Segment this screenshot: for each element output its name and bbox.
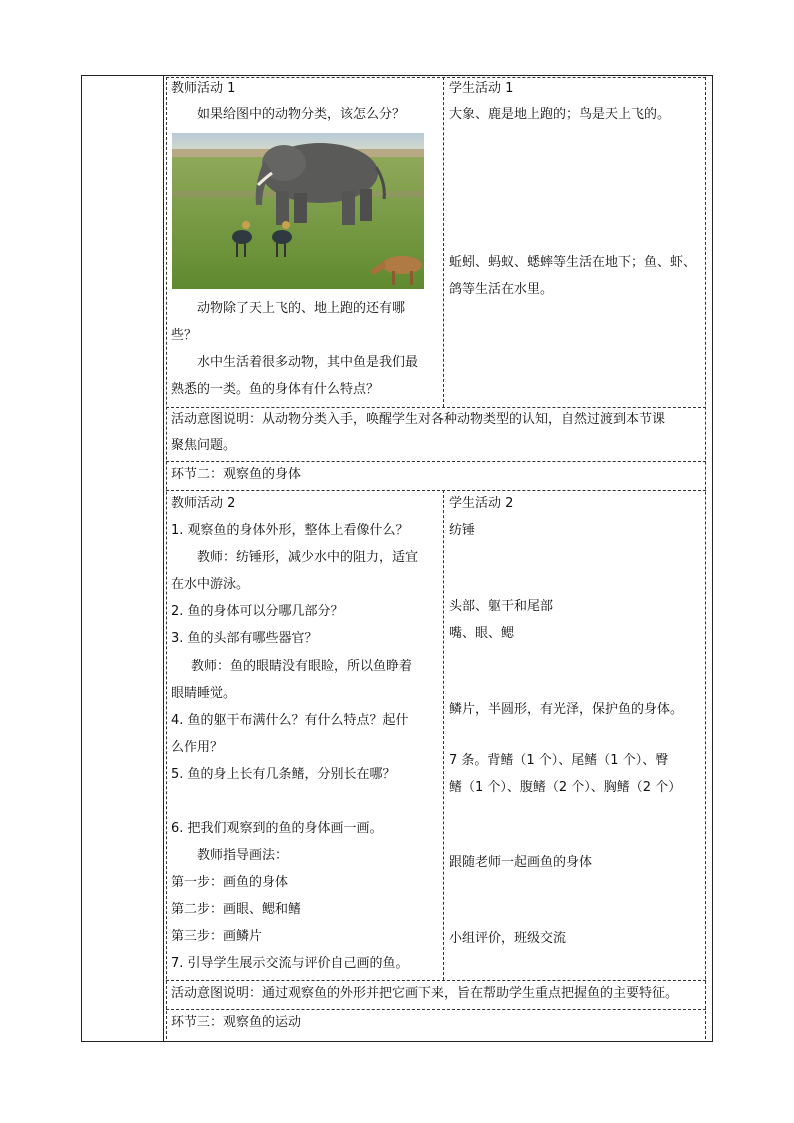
table-border-right: [712, 75, 713, 1041]
teacher-activity-2-line: 3. 鱼的头部有哪些器官？: [171, 631, 318, 646]
student-activity-2-line: 鳍（1 个）、腹鳍（2 个）、胸鳍（2 个）: [449, 780, 682, 795]
teacher-activity-1-heading: 教师活动 1: [171, 81, 236, 96]
inner-frame-top: [166, 77, 706, 78]
section-2-title: 环节二：观察鱼的身体: [171, 467, 302, 482]
teacher-activity-2-line: 1. 观察鱼的身体外形，整体上看像什么？: [171, 523, 409, 538]
teacher-activity-2-line: 第三步：画鳞片: [171, 929, 263, 944]
teacher-activity-2-line: 在水中游泳。: [171, 577, 250, 592]
table-border-left: [81, 75, 82, 1041]
teacher-activity-2-line: 教师：纺锤形，减少水中的阻力，适宜: [197, 550, 419, 565]
teacher-activity-1-line: 水中生活着很多动物，其中鱼是我们最: [197, 355, 419, 370]
student-activity-2-line: 鳞片，半圆形，有光泽，保护鱼的身体。: [449, 702, 684, 717]
teacher-activity-2-heading: 教师活动 2: [171, 496, 236, 511]
teacher-activity-2-line: 4. 鱼的躯干布满什么？有什么特点？起什: [171, 713, 409, 728]
student-activity-2-line: 小组评价，班级交流: [449, 931, 567, 946]
teacher-activity-2-line: 第二步：画眼、鳃和鳍: [171, 902, 302, 917]
teacher-activity-1-line: 动物除了天上飞的、地上跑的还有哪: [197, 301, 406, 316]
divider-block2: [166, 490, 706, 491]
teacher-activity-2-line: 6. 把我们观察到的鱼的身体画一画。: [171, 821, 383, 836]
student-activity-1-line: 蚯蚓、蚂蚁、蟋蟀等生活在地下；鱼、虾、: [449, 255, 697, 270]
inner-frame-left: [166, 77, 167, 1039]
teacher-activity-2-line: 眼睛睡觉。: [171, 686, 237, 701]
teacher-activity-2-line: 第一步：画鱼的身体: [171, 875, 289, 890]
teacher-activity-2-line: 5. 鱼的身上长有几条鳍，分别长在哪？: [171, 767, 396, 782]
teacher-activity-2-line: 教师指导画法：: [197, 848, 289, 863]
teacher-activity-2-line: 教师：鱼的眼睛没有眼睑，所以鱼睁着: [191, 659, 413, 674]
teacher-activity-2-line: 2. 鱼的身体可以分哪几部分？: [171, 604, 344, 619]
inner-frame-right: [705, 77, 706, 1039]
elephant-birds-gazelle-illustration: [172, 133, 424, 289]
block2-column-divider: [443, 490, 444, 980]
activity-intent-1-line: 聚焦问题。: [171, 438, 237, 453]
table-border-bottom: [81, 1041, 713, 1042]
student-activity-2-line: 纺锤: [449, 523, 476, 538]
teacher-activity-1-line: 熟悉的一类。鱼的身体有什么特点？: [171, 382, 380, 397]
teacher-activity-1-line: 些？: [171, 328, 198, 343]
student-activity-2-line: 头部、躯干和尾部: [449, 599, 554, 614]
student-activity-1-line: 鸽等生活在水里。: [449, 282, 554, 297]
animals-photo: [172, 133, 424, 289]
activity-intent-1-line: 活动意图说明：从动物分类入手，唤醒学生对各种动物类型的认知，自然过渡到本节课: [171, 412, 666, 427]
activity-intent-2: 活动意图说明：通过观察鱼的外形并把它画下来，旨在帮助学生重点把握鱼的主要特征。: [171, 986, 679, 1001]
teacher-activity-1-question: 如果给图中的动物分类，该怎么分？: [197, 107, 406, 122]
student-activity-2-heading: 学生活动 2: [449, 496, 514, 511]
student-activity-2-line: 嘴、眼、鳃: [449, 626, 515, 641]
block1-column-divider: [443, 77, 444, 407]
student-activity-2-line: 7 条。背鳍（1 个）、尾鳍（1 个）、臀: [449, 753, 669, 768]
teacher-activity-2-line: 7. 引导学生展示交流与评价自己画的鱼。: [171, 956, 409, 971]
student-activity-2-line: 跟随老师一起画鱼的身体: [449, 855, 593, 870]
teacher-activity-2-line: 么作用？: [171, 740, 224, 755]
table-column-divider: [163, 75, 164, 1041]
section-3-title: 环节三：观察鱼的运动: [171, 1015, 302, 1030]
student-activity-1-line: 大象、鹿是地上跑的；鸟是天上飞的。: [449, 107, 671, 122]
student-activity-1-heading: 学生活动 1: [449, 81, 514, 96]
